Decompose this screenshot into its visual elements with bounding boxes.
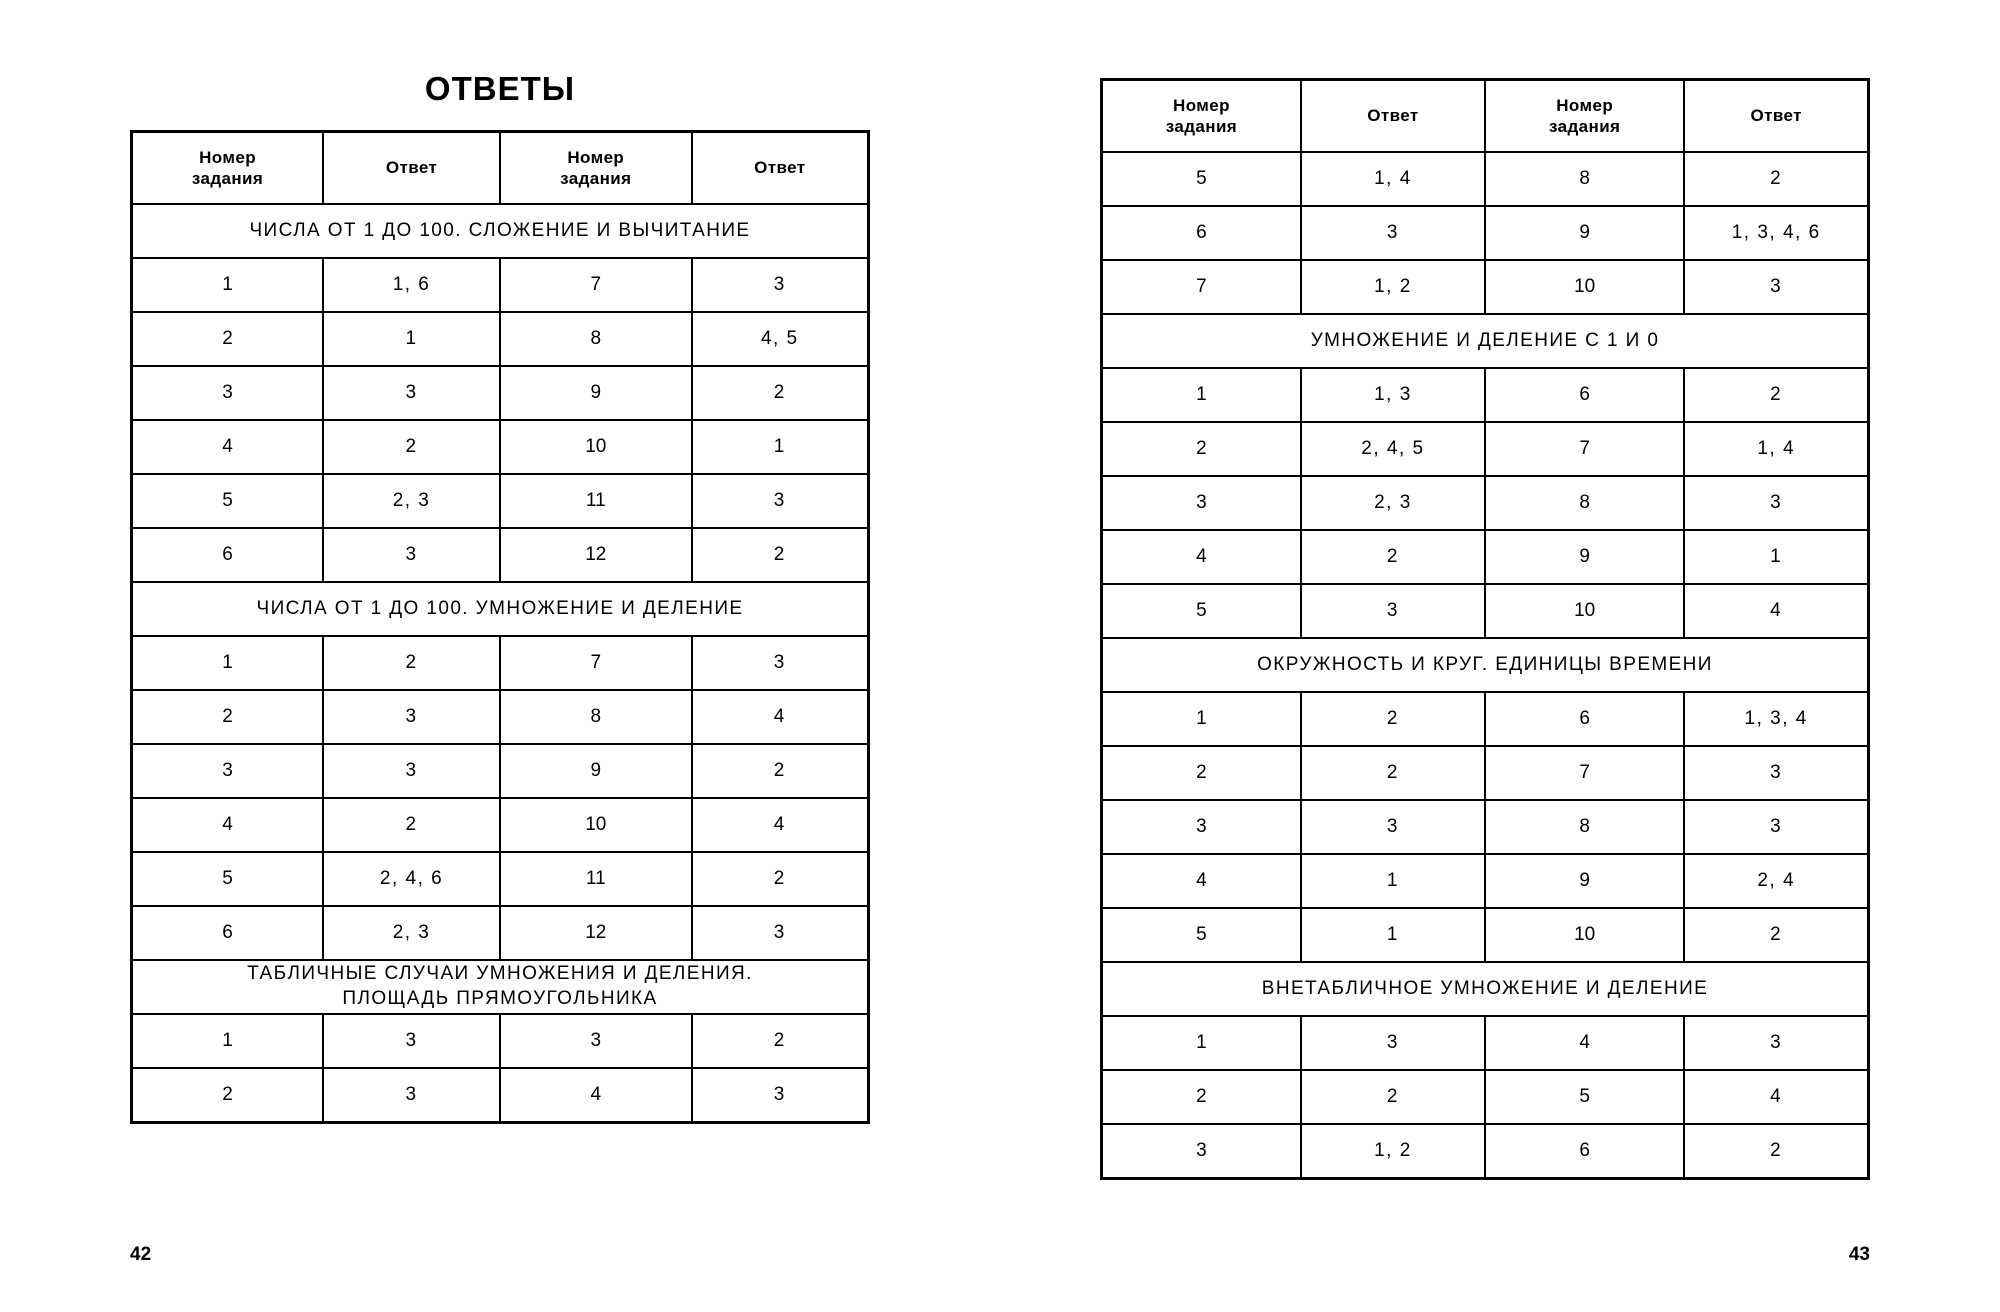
answer-cell: 2: [1301, 746, 1485, 800]
table-row: [132, 366, 869, 420]
answer-cell: 4: [692, 690, 869, 744]
task-number-cell: 6: [1485, 1124, 1684, 1179]
table-row: [1102, 152, 1869, 206]
answer-cell: 2: [692, 528, 869, 582]
table-row: [1102, 530, 1869, 584]
table-row: [1102, 908, 1869, 962]
header-answer-2: Ответ: [692, 132, 869, 205]
task-number-cell: 1: [132, 1014, 324, 1068]
answer-cell: 1, 2: [1301, 1124, 1485, 1179]
table-row: [132, 420, 869, 474]
header-line-2: задания: [1165, 117, 1238, 136]
answer-cell: 2: [692, 744, 869, 798]
answer-cell: 3: [1301, 584, 1485, 638]
task-number-cell: 7: [500, 258, 692, 312]
answer-cell: 2: [692, 852, 869, 906]
answer-cell: 3: [323, 366, 500, 420]
header-answer-1: Ответ: [1301, 80, 1485, 153]
answer-cell: 3: [1684, 800, 1868, 854]
task-number-cell: 1: [1102, 368, 1301, 422]
task-number-cell: 4: [1102, 854, 1301, 908]
answer-cell: 3: [323, 1014, 500, 1068]
answer-cell: 3: [692, 258, 869, 312]
table-row: [132, 258, 869, 312]
task-number-cell: 1: [1102, 1016, 1301, 1070]
task-number-cell: 1: [132, 258, 324, 312]
table-row: [1102, 260, 1869, 314]
header-task-number-2: [1485, 80, 1684, 153]
task-number-cell: 6: [1102, 206, 1301, 260]
task-number-cell: 12: [500, 906, 692, 960]
answer-cell: 3: [1684, 260, 1868, 314]
task-number-cell: 7: [1485, 746, 1684, 800]
table-row: [132, 474, 869, 528]
task-number-cell: 10: [500, 798, 692, 852]
answer-cell: 1, 3, 4: [1684, 692, 1868, 746]
task-number-cell: 3: [132, 366, 324, 420]
section-title: ВНЕТАБЛИЧНОЕ УМНОЖЕНИЕ И ДЕЛЕНИЕ: [1102, 962, 1869, 1016]
task-number-cell: 7: [500, 636, 692, 690]
answer-cell: 1, 3: [1301, 368, 1485, 422]
answer-cell: 1, 4: [1301, 152, 1485, 206]
header-line-2: задания: [191, 169, 264, 188]
section-row: [132, 960, 869, 1014]
table-row: [132, 1014, 869, 1068]
header-answer-2: Ответ: [1684, 80, 1868, 153]
table-row: [1102, 206, 1869, 260]
task-number-cell: 9: [1485, 530, 1684, 584]
task-number-cell: 4: [132, 420, 324, 474]
answer-cell: 1: [692, 420, 869, 474]
table-row: [132, 690, 869, 744]
answer-cell: 2: [692, 1014, 869, 1068]
header-line-1: Номер: [1556, 95, 1614, 115]
answer-cell: 2, 3: [323, 906, 500, 960]
task-number-cell: 9: [1485, 854, 1684, 908]
table-row: [1102, 1016, 1869, 1070]
answer-cell: 4, 5: [692, 312, 869, 366]
answer-cell: 2: [323, 798, 500, 852]
task-number-cell: 4: [132, 798, 324, 852]
task-number-cell: 4: [1102, 530, 1301, 584]
answer-cell: 2: [692, 366, 869, 420]
task-number-cell: 6: [1485, 368, 1684, 422]
table-head: [132, 132, 869, 205]
section-row: [132, 582, 869, 636]
table-head: [1102, 80, 1869, 153]
task-number-cell: 9: [500, 744, 692, 798]
table-row: [132, 906, 869, 960]
answer-cell: 2, 4: [1684, 854, 1868, 908]
table-row: [1102, 854, 1869, 908]
answer-cell: 3: [1684, 1016, 1868, 1070]
task-number-cell: 6: [1485, 692, 1684, 746]
section-row: [132, 204, 869, 258]
section-row: [1102, 962, 1869, 1016]
task-number-cell: 8: [1485, 476, 1684, 530]
answer-cell: 3: [1684, 476, 1868, 530]
answer-cell: 4: [1684, 584, 1868, 638]
answer-cell: 3: [692, 636, 869, 690]
task-number-cell: 7: [1102, 260, 1301, 314]
task-number-cell: 1: [132, 636, 324, 690]
answer-cell: 2: [1684, 1124, 1868, 1179]
table-row: [1102, 1070, 1869, 1124]
task-number-cell: 5: [1485, 1070, 1684, 1124]
table-row: [1102, 476, 1869, 530]
task-number-cell: 2: [1102, 422, 1301, 476]
header-line-2: задания: [560, 169, 632, 188]
task-number-cell: 4: [500, 1068, 692, 1123]
task-number-cell: 10: [1485, 908, 1684, 962]
section-title: УМНОЖЕНИЕ И ДЕЛЕНИЕ С 1 И 0: [1102, 314, 1869, 368]
task-number-cell: 8: [500, 690, 692, 744]
answer-cell: 2: [1301, 1070, 1485, 1124]
table-header-row: [132, 132, 869, 205]
answer-cell: 1, 3, 4, 6: [1684, 206, 1868, 260]
answer-cell: 3: [692, 1068, 869, 1123]
header-task-number-1: [1102, 80, 1301, 153]
answer-cell: 1, 4: [1684, 422, 1868, 476]
table-row: [132, 852, 869, 906]
header-line-2: задания: [1549, 117, 1621, 136]
header-answer-1: Ответ: [323, 132, 500, 205]
table-row: [132, 744, 869, 798]
task-number-cell: 3: [132, 744, 324, 798]
answer-cell: 1: [323, 312, 500, 366]
task-number-cell: 6: [132, 906, 324, 960]
task-number-cell: 5: [1102, 152, 1301, 206]
task-number-cell: 10: [1485, 260, 1684, 314]
task-number-cell: 10: [500, 420, 692, 474]
answer-cell: 1: [1684, 530, 1868, 584]
task-number-cell: 5: [132, 852, 324, 906]
task-number-cell: 3: [1102, 1124, 1301, 1179]
answer-cell: 3: [1301, 1016, 1485, 1070]
task-number-cell: 11: [500, 474, 692, 528]
answer-cell: 2, 4, 5: [1301, 422, 1485, 476]
table-row: [132, 798, 869, 852]
page-right: [1000, 0, 2000, 1312]
section-title: ТАБЛИЧНЫЕ СЛУЧАИ УМНОЖЕНИЯ И ДЕЛЕНИЯ. ПЛОЩАДЬ ПРЯМОУГОЛЬНИКА: [132, 960, 869, 1014]
table-row: [132, 528, 869, 582]
task-number-cell: 5: [1102, 584, 1301, 638]
task-number-cell: 9: [500, 366, 692, 420]
task-number-cell: 5: [1102, 908, 1301, 962]
answer-cell: 3: [323, 528, 500, 582]
task-number-cell: 9: [1485, 206, 1684, 260]
table-row: [132, 1068, 869, 1123]
answer-cell: 2, 3: [1301, 476, 1485, 530]
answer-cell: 2, 4, 6: [323, 852, 500, 906]
table-row: [1102, 1124, 1869, 1179]
task-number-cell: 3: [500, 1014, 692, 1068]
answer-cell: 1: [1301, 908, 1485, 962]
answer-cell: 2: [1301, 530, 1485, 584]
section-title: ЧИСЛА ОТ 1 ДО 100. СЛОЖЕНИЕ И ВЫЧИТАНИЕ: [132, 204, 869, 258]
task-number-cell: 8: [500, 312, 692, 366]
page-number-right: 43: [1848, 1244, 1870, 1265]
header-task-number-2: [500, 132, 692, 205]
task-number-cell: 12: [500, 528, 692, 582]
table-body: [1102, 152, 1869, 1179]
task-number-cell: 2: [132, 312, 324, 366]
answer-cell: 4: [692, 798, 869, 852]
answer-cell: 3: [323, 1068, 500, 1123]
task-number-cell: 8: [1485, 800, 1684, 854]
answers-table-right: [1100, 78, 1870, 1180]
answer-cell: 2: [1684, 368, 1868, 422]
task-number-cell: 3: [1102, 476, 1301, 530]
answer-cell: 2: [1301, 692, 1485, 746]
task-number-cell: 2: [132, 1068, 324, 1123]
table-row: [1102, 746, 1869, 800]
task-number-cell: 7: [1485, 422, 1684, 476]
table-row: [132, 312, 869, 366]
answer-cell: 3: [1684, 746, 1868, 800]
task-number-cell: 2: [132, 690, 324, 744]
answer-cell: 1: [1301, 854, 1485, 908]
answer-cell: 2: [323, 420, 500, 474]
header-line-1: Номер: [1173, 95, 1230, 115]
page-number-left: 42: [130, 1244, 152, 1265]
task-number-cell: 6: [132, 528, 324, 582]
answer-cell: 2: [323, 636, 500, 690]
task-number-cell: 10: [1485, 584, 1684, 638]
answer-cell: 4: [1684, 1070, 1868, 1124]
task-number-cell: 5: [132, 474, 324, 528]
answer-cell: 3: [1301, 206, 1485, 260]
section-title: ОКРУЖНОСТЬ И КРУГ. ЕДИНИЦЫ ВРЕМЕНИ: [1102, 638, 1869, 692]
answer-cell: 3: [692, 906, 869, 960]
section-row: [1102, 314, 1869, 368]
task-number-cell: 2: [1102, 1070, 1301, 1124]
task-number-cell: 11: [500, 852, 692, 906]
table-row: [1102, 368, 1869, 422]
spacer: [1100, 70, 1870, 78]
answer-cell: 3: [323, 690, 500, 744]
answer-cell: 3: [692, 474, 869, 528]
answer-cell: 2: [1684, 152, 1868, 206]
answers-table-left: [130, 130, 870, 1124]
answer-cell: 2: [1684, 908, 1868, 962]
answer-cell: 3: [323, 744, 500, 798]
task-number-cell: 1: [1102, 692, 1301, 746]
task-number-cell: 4: [1485, 1016, 1684, 1070]
answer-cell: 1, 6: [323, 258, 500, 312]
task-number-cell: 3: [1102, 800, 1301, 854]
table-row: [1102, 692, 1869, 746]
header-task-number-1: [132, 132, 324, 205]
section-row: [1102, 638, 1869, 692]
page-title: ОТВЕТЫ: [424, 70, 576, 107]
table-row: [1102, 422, 1869, 476]
answer-cell: 3: [1301, 800, 1485, 854]
section-title: ЧИСЛА ОТ 1 ДО 100. УМНОЖЕНИЕ И ДЕЛЕНИЕ: [132, 582, 869, 636]
task-number-cell: 8: [1485, 152, 1684, 206]
answer-cell: 2, 3: [323, 474, 500, 528]
header-line-1: Номер: [199, 147, 256, 167]
table-body: [132, 204, 869, 1123]
task-number-cell: 2: [1102, 746, 1301, 800]
table-row: [1102, 800, 1869, 854]
table-header-row: [1102, 80, 1869, 153]
table-row: [1102, 584, 1869, 638]
table-row: [132, 636, 869, 690]
answer-cell: 1, 2: [1301, 260, 1485, 314]
header-line-1: Номер: [567, 147, 625, 167]
